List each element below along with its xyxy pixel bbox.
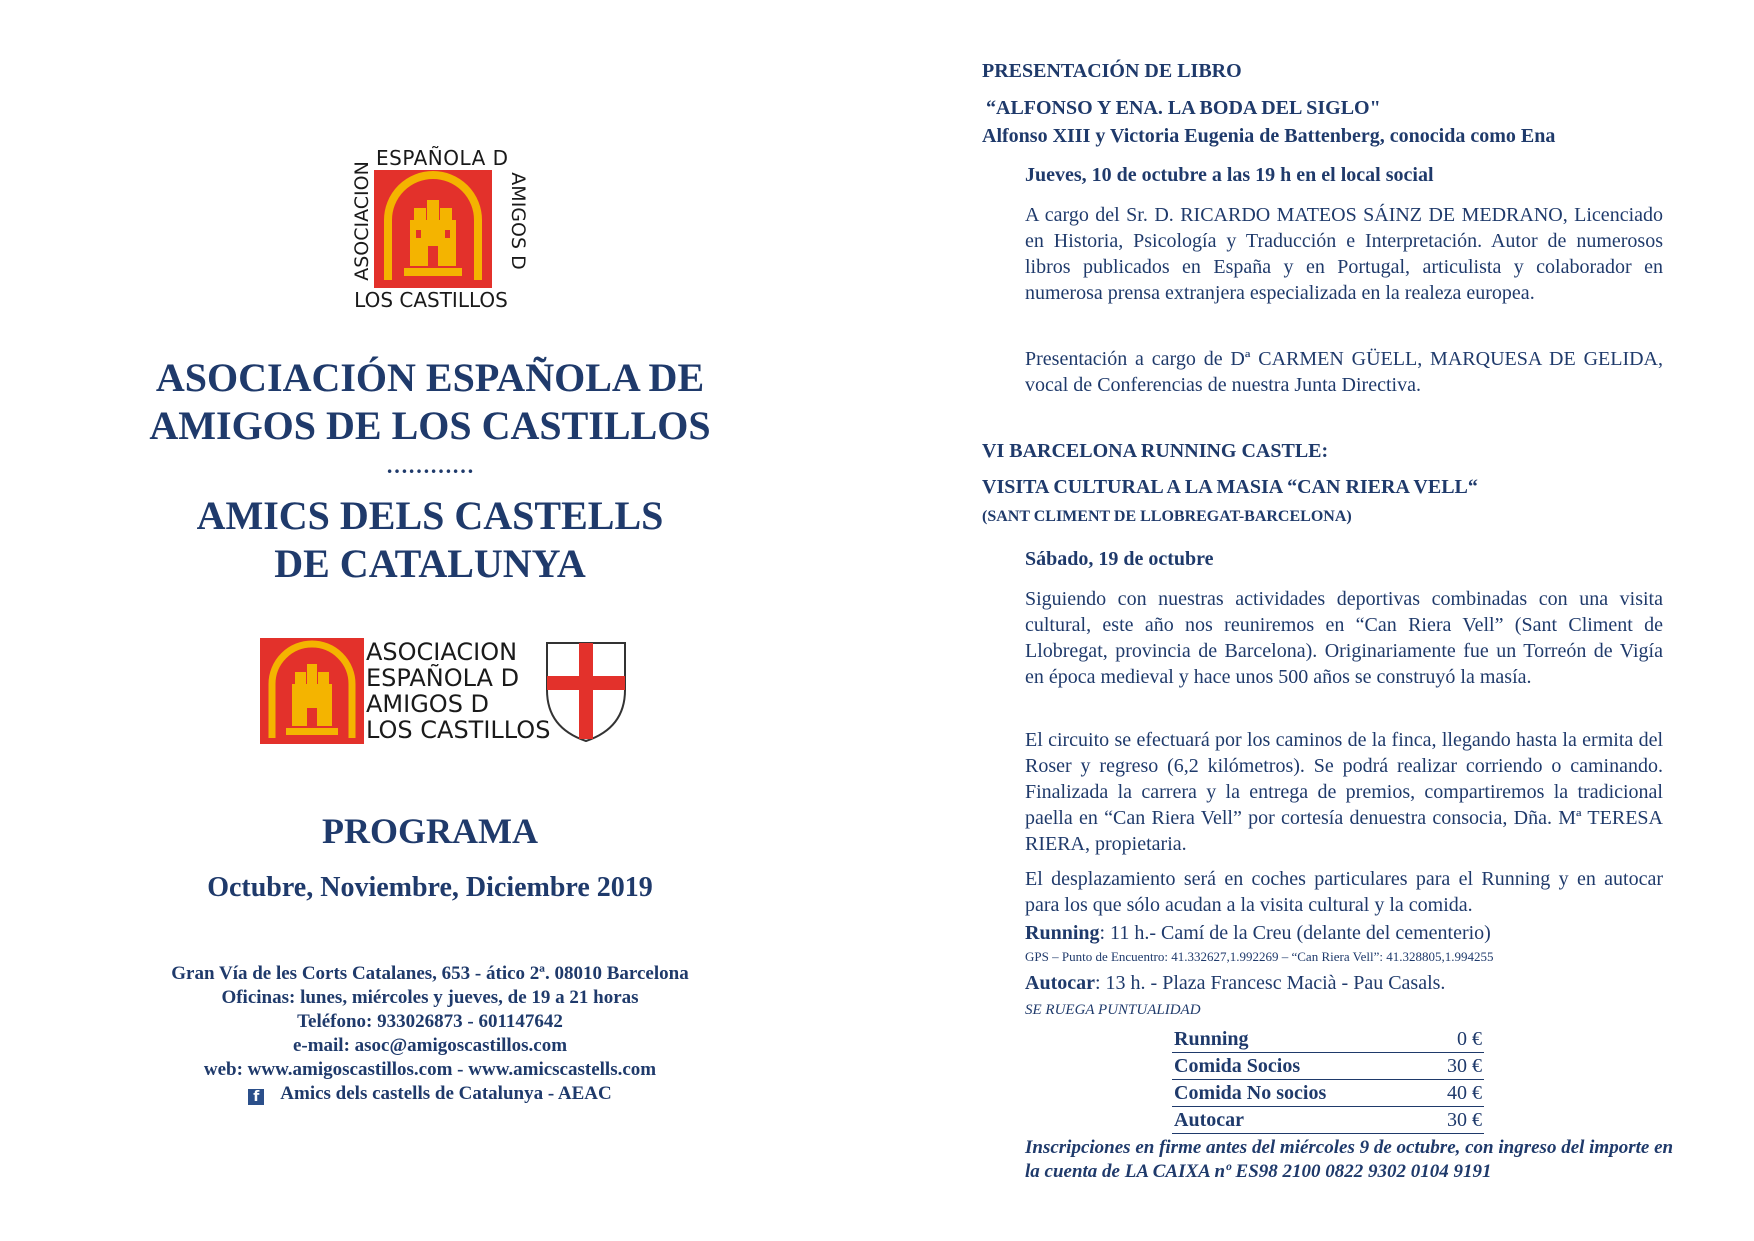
- association-logo-banner: [260, 638, 628, 746]
- title-line-1: ASOCIACIÓN ESPAÑOLA DE: [155, 355, 705, 400]
- table-row: [1172, 1026, 1484, 1053]
- castle-emblem: [374, 170, 492, 288]
- book-title: “ALFONSO Y ENA. LA BODA DEL SIGLO": [986, 97, 1381, 119]
- running-meeting-text: : 11 h.- Camí de la Creu (delante del cementerio): [1099, 922, 1491, 944]
- contact-phone: Teléfono: 933026873 - 601147642: [297, 1011, 563, 1032]
- running-label: Running: [1025, 922, 1100, 944]
- gps-coordinates: GPS – Punto de Encuentro: 41.332627,1.992269 – “Can Riera Vell”: 41.328805,1.994255: [1025, 949, 1494, 964]
- programa-period: Octubre, Noviembre, Diciembre 2019: [207, 872, 653, 903]
- price-value: 0 €: [1422, 1026, 1484, 1053]
- logo-text-top: ESPAÑOLA D: [376, 146, 509, 170]
- castle-emblem-small: [260, 638, 364, 744]
- association-logo-top: [351, 146, 529, 312]
- autocar-text: : 13 h. - Plaza Francesc Macià - Pau Casals.: [1094, 972, 1446, 994]
- running-paragraph-3: El desplazamiento será en coches particulares para el Running y en autocar para los que sólo acudan a la visita cultural y la comida.: [1025, 868, 1663, 916]
- running-meeting-row: [1025, 920, 1663, 946]
- castle-icon: [374, 170, 492, 288]
- book-subtitle: Alfonso XIII y Victoria Eugenia de Battenberg, conocida como Ena: [982, 125, 1556, 147]
- book-paragraph-1: A cargo del Sr. D. RICARDO MATEOS SÁINZ DE MEDRANO, Licenciado en Historia, Psicología y Traducción e Interpretación. Autor de numerosos libros publicados en España y en Portugal, articulista y colaborador en numerosa prensa extranjera especializada en la realeza europea.: [1025, 204, 1663, 304]
- contact-facebook-row[interactable]: [80, 1082, 780, 1106]
- subtitle-line-1: AMICS DELS CASTELLS: [196, 493, 664, 538]
- contact-email[interactable]: e-mail: asoc@amigoscastillos.com: [292, 1035, 568, 1056]
- running-heading-3: (SANT CLIMENT DE LLOBREGAT-BARCELONA): [982, 508, 1352, 525]
- price-label: Autocar: [1172, 1107, 1422, 1134]
- banner-text-2: ESPAÑOLA D: [366, 664, 520, 692]
- punctuality-note: SE RUEGA PUNTUALIDAD: [1025, 1002, 1201, 1018]
- title-dots: …………: [386, 453, 474, 478]
- cross-shield-icon: [544, 640, 628, 744]
- facebook-label: Amics dels castells de Catalunya - AEAC: [280, 1083, 612, 1104]
- autocar-row: [1025, 970, 1663, 996]
- registration-footer: Inscripciones en firme antes del miércoles 9 de octubre, con ingreso del importe en la cuenta de LA CAIXA nº ES98 2100 0822 9302 0104 9191: [1025, 1137, 1674, 1182]
- running-paragraph-1: Siguiendo con nuestras actividades deportivas combinadas con una visita cultural, este año nos reuniremos en “Can Riera Vell” (Sant Climent de Llobregat, provincia de Barcelona). Originariamente fue un Torreón de Vigía en época medieval y hace unos 500 años se construyó la masía.: [1025, 588, 1663, 688]
- contact-web[interactable]: web: www.amigoscastillos.com - www.amicscastells.com: [203, 1059, 657, 1080]
- logo-text-left: ASOCIACION: [351, 161, 373, 281]
- running-heading-1: VI BARCELONA RUNNING CASTLE:: [982, 440, 1329, 462]
- price-value: 40 €: [1422, 1080, 1484, 1107]
- book-paragraph-2: Presentación a cargo de Dª CARMEN GÜELL, MARQUESA DE GELIDA, vocal de Conferencias de nuestra Junta Directiva.: [1025, 348, 1663, 396]
- subtitle-line-2: DE CATALUNYA: [274, 541, 586, 586]
- title-line-2: AMIGOS DE LOS CASTILLOS: [149, 403, 711, 448]
- book-date: Jueves, 10 de octubre a las 19 h en el local social: [1025, 164, 1434, 186]
- logo-text-right: AMIGOS D: [507, 172, 529, 270]
- logo-text-bottom: LOS CASTILLOS: [354, 288, 508, 312]
- running-heading-2: VISITA CULTURAL A LA MASIA “CAN RIERA VELL“: [982, 476, 1478, 498]
- banner-text-3: AMIGOS D: [366, 690, 490, 718]
- price-value: 30 €: [1422, 1107, 1484, 1134]
- autocar-label: Autocar: [1025, 972, 1095, 994]
- running-paragraph-2: El circuito se efectuará por los caminos de la finca, llegando hasta la ermita del Roser y regreso (6,2 kilómetros). Se podrá realizar corriendo o caminando. Finalizada la carrera y la entrega de premios, compartiremos la tradicional paella en “Can Riera Vell” por cortesía denuestra consocia, Dña. Mª TERESA RIERA, propietaria.: [1025, 729, 1663, 855]
- price-label: Comida No socios: [1172, 1080, 1422, 1107]
- banner-text-1: ASOCIACION: [366, 638, 518, 666]
- programa-heading: PROGRAMA: [322, 811, 538, 851]
- castle-icon: [260, 638, 364, 744]
- price-value: 30 €: [1422, 1053, 1484, 1080]
- running-date: Sábado, 19 de octubre: [1025, 548, 1214, 570]
- contact-offices: Oficinas: lunes, miércoles y jueves, de 19 a 21 horas: [221, 987, 639, 1008]
- banner-text-4: LOS CASTILLOS: [366, 716, 551, 744]
- table-row: [1172, 1107, 1484, 1134]
- table-row: [1172, 1080, 1484, 1107]
- contact-address: Gran Vía de les Corts Catalanes, 653 - ático 2ª. 08010 Barcelona: [171, 963, 689, 984]
- price-label: Comida Socios: [1172, 1053, 1422, 1080]
- price-label: Running: [1172, 1026, 1422, 1053]
- price-table: [1172, 1026, 1484, 1134]
- book-heading: PRESENTACIÓN DE LIBRO: [982, 60, 1242, 82]
- facebook-icon: f: [248, 1089, 264, 1105]
- table-row: [1172, 1053, 1484, 1080]
